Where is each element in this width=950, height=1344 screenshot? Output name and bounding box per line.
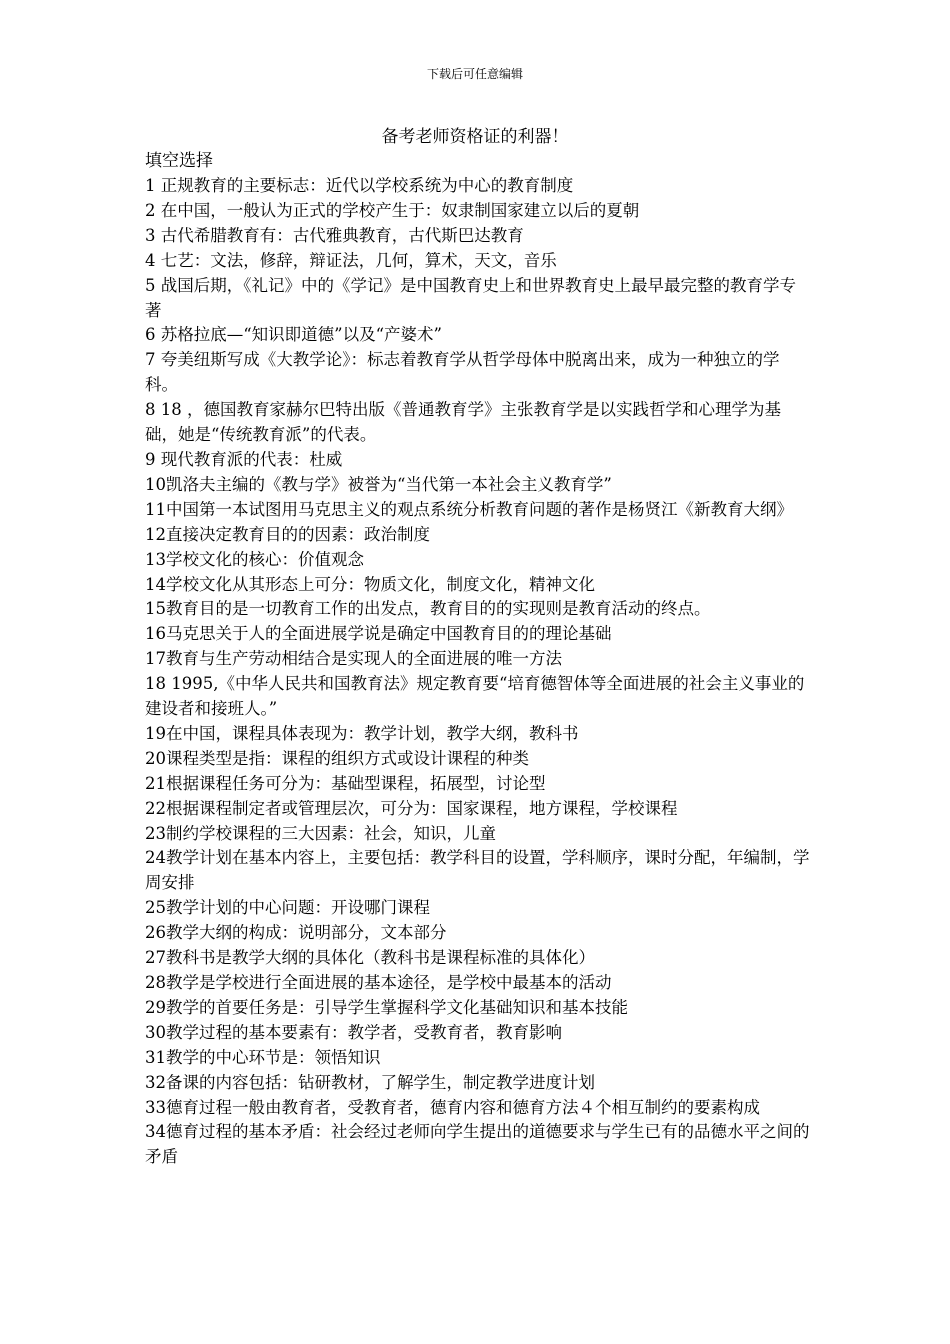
list-item — [145, 647, 810, 672]
list-item — [145, 971, 810, 996]
list-item — [145, 1021, 810, 1046]
list-item — [145, 797, 810, 822]
list-item — [145, 348, 810, 398]
item-text: 31教学的中心环节是：领悟知识 — [145, 1047, 381, 1067]
list-item — [145, 199, 810, 224]
list-item — [145, 1046, 810, 1071]
item-text: 3 古代希腊教育有：古代雅典教育，古代斯巴达教育 — [145, 225, 524, 245]
list-item — [145, 249, 810, 274]
list-item — [145, 1096, 810, 1121]
list-item — [145, 274, 810, 324]
list-item — [145, 672, 810, 722]
page-header: 下载后可任意编辑 — [426, 67, 523, 81]
list-item — [145, 946, 810, 971]
item-text: 5 战国后期，《礼记》中的《学记》是中国教育史上和世界教育史上最早最完整的教育学专著 — [145, 275, 796, 320]
item-text: 9 现代教育派的代表：杜威 — [145, 449, 343, 469]
list-item — [145, 174, 810, 199]
list-item — [145, 398, 810, 448]
item-text: 4 七艺：文法，修辞，辩证法，几何，算术，天文，音乐 — [145, 250, 557, 270]
item-text: 6 苏格拉底—“知识即道德”以及“产婆术” — [145, 325, 442, 345]
list-item — [145, 896, 810, 921]
list-item — [145, 1071, 810, 1096]
section-heading: 填空选择 — [145, 151, 213, 171]
document-title: 备考老师资格证的利器！ — [381, 127, 569, 147]
item-text: 17教育与生产劳动相结合是实现人的全面进展的唯一方法 — [145, 649, 562, 669]
item-text: 1 正规教育的主要标志：近代以学校系统为中心的教育制度 — [145, 176, 574, 195]
list-item — [145, 822, 810, 847]
list-item — [145, 448, 810, 473]
item-text: 19在中国，课程具体表现为：教学计划，教学大纲，教科书 — [145, 723, 579, 743]
item-text: 18 1995,《中华人民共和国教育法》规定教育要“培育德智体等全面进展的社会主义事业的建设者和接班人。” — [145, 674, 805, 719]
item-text: 27教科书是教学大纲的具体化（教科书是课程标准的具体化） — [145, 948, 595, 968]
list-item — [145, 224, 810, 249]
item-text: 33德育过程一般由教育者，受教育者，德育内容和德育方法４个相互制约的要素构成 — [145, 1097, 760, 1117]
item-text: 29教学的首要任务是：引导学生掌握科学文化基础知识和基本技能 — [145, 997, 628, 1017]
item-text: 7 夸美纽斯写成《大教学论》：标志着教育学从哲学母体中脱离出来，成为一种独立的学科。 — [145, 350, 780, 395]
item-text: 8 18 ，德国教育家赫尔巴特出版《普通教育学》主张教育学是以实践哲学和心理学为基础，她是“传统教育派”的代表。 — [145, 400, 781, 445]
list-item — [145, 523, 810, 548]
item-text: 2 在中国，一般认为正式的学校产生于：奴隶制国家建立以后的夏朝 — [145, 200, 640, 220]
item-text: 15教育目的是一切教育工作的出发点，教育目的的实现则是教育活动的终点。 — [145, 599, 711, 619]
list-item — [145, 473, 810, 498]
list-item — [145, 573, 810, 598]
item-list — [145, 174, 810, 1170]
list-item — [145, 548, 810, 573]
list-item — [145, 772, 810, 797]
item-text: 11中国第一本试图用马克思主义的观点系统分析教育问题的著作是杨贤江《新教育大纲》 — [145, 499, 793, 519]
list-item — [145, 996, 810, 1021]
list-item — [145, 846, 810, 896]
list-item — [145, 747, 810, 772]
item-text: 23制约学校课程的三大因素：社会，知识，儿童 — [145, 823, 496, 843]
item-text: 24教学计划在基本内容上，主要包括：教学科目的设置，学科顺序，课时分配，年编制，学周安排 — [145, 848, 810, 893]
item-text: 22根据课程制定者或管理层次，可分为：国家课程，地方课程，学校课程 — [145, 798, 678, 818]
item-text: 21根据课程任务可分为：基础型课程，拓展型，讨论型 — [145, 773, 546, 793]
item-text: 13学校文化的核心：价值观念 — [145, 549, 364, 569]
item-text: 30教学过程的基本要素有：教学者，受教育者，教育影响 — [145, 1022, 562, 1042]
item-text: 20课程类型是指：课程的组织方式或设计课程的种类 — [145, 748, 529, 768]
list-item — [145, 622, 810, 647]
list-item — [145, 921, 810, 946]
item-text: 28教学是学校进行全面进展的基本途径，是学校中最基本的活动 — [145, 973, 612, 992]
item-text: 16马克思关于人的全面进展学说是确定中国教育目的的理论基础 — [145, 624, 612, 644]
item-text: 25教学计划的中心问题：开设哪门课程 — [145, 898, 430, 918]
list-item — [145, 498, 810, 523]
list-item — [145, 323, 810, 348]
list-item — [145, 1120, 810, 1170]
item-text: 26教学大纲的构成：说明部分，文本部分 — [145, 923, 447, 943]
item-text: 32备课的内容包括：钻研教材，了解学生，制定教学进度计划 — [145, 1072, 595, 1092]
list-item — [145, 722, 810, 747]
item-text: 34德育过程的基本矛盾：社会经过老师向学生提出的道德要求与学生已有的品德水平之间的矛盾 — [145, 1122, 810, 1167]
item-text: 10凯洛夫主编的《教与学》被誉为“当代第一本社会主义教育学” — [145, 474, 612, 494]
item-text: 14学校文化从其形态上可分：物质文化，制度文化，精神文化 — [145, 574, 595, 594]
list-item — [145, 597, 810, 622]
item-text: 12直接决定教育目的的因素：政治制度 — [145, 524, 430, 544]
